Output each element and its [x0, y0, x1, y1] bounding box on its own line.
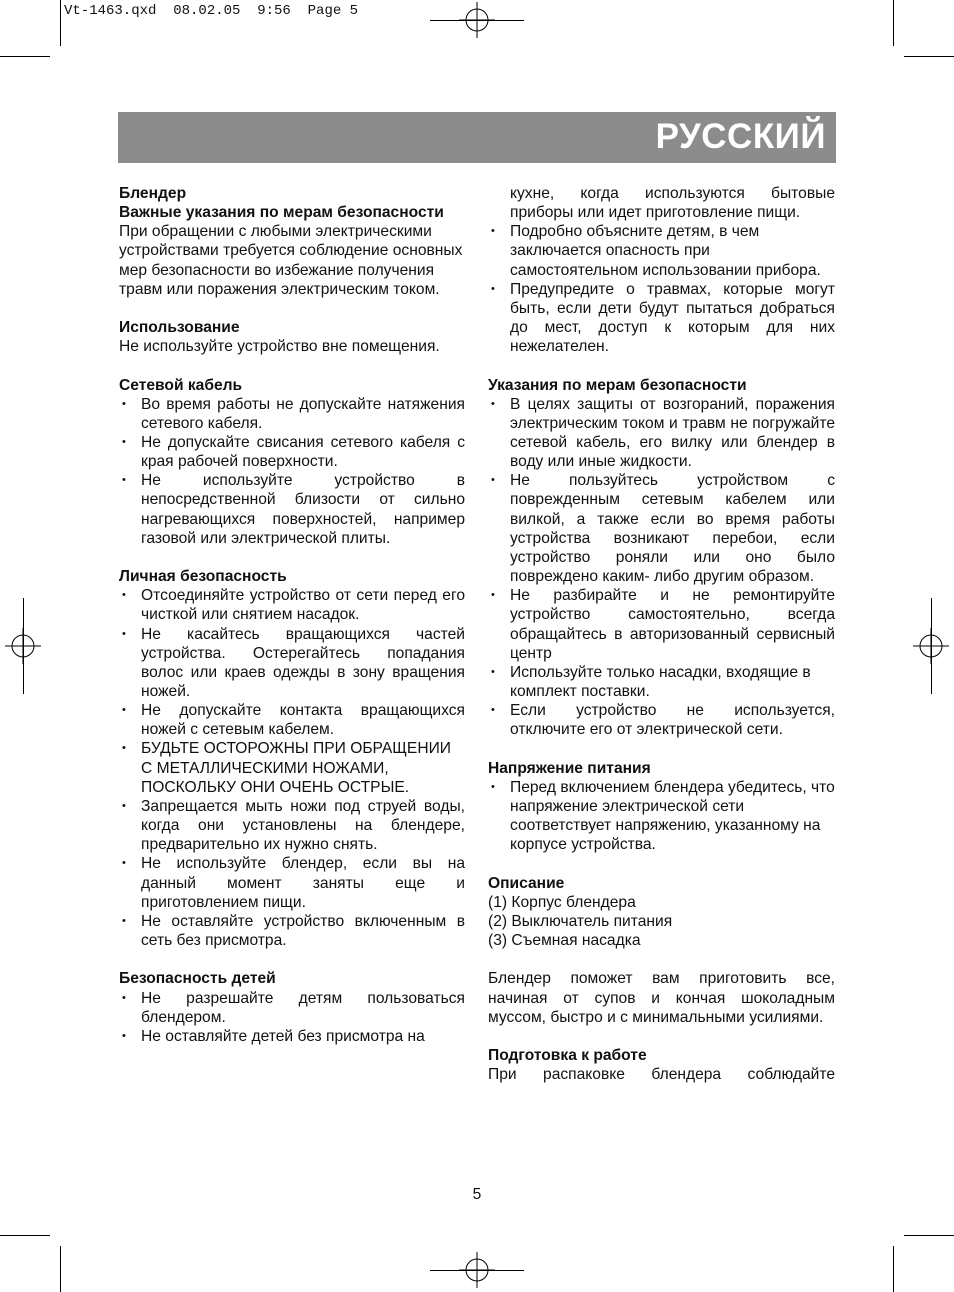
- description-part-2: (2) Выключатель питания: [488, 912, 673, 930]
- section-title-personal: Личная безопасность: [119, 568, 287, 586]
- list-item: • Подробно объясните детям, в чем заключается опасность при самостоятельном использовании прибора.: [488, 222, 835, 279]
- list-item: • Не оставляйте детей без присмотра на: [119, 1027, 465, 1046]
- print-slug: Vt-1463.qxd 08.02.05 9:56 Page 5: [64, 3, 359, 19]
- crop-mark: [0, 1235, 50, 1236]
- crop-mark: [60, 1246, 61, 1292]
- children-safety-list: [119, 989, 465, 1046]
- list-item: • Предупредите о травмах, которые могут быть, если дети будут пытаться добраться до мест, доступ к которым для них нежелателен.: [488, 280, 835, 357]
- section-title-description: Описание: [488, 874, 565, 892]
- list-item: • В целях защиты от возгораний, поражения электрическим током и травм не погружайте сетевой кабель, его вилку или блендер в воду или иные жидкости.: [488, 395, 835, 472]
- voltage-list: [488, 778, 835, 855]
- crop-mark: [893, 1246, 894, 1292]
- list-item: • Отсоединяйте устройство от сети перед его чисткой или снятием насадок.: [119, 586, 465, 624]
- section-title-preparation: Подготовка к работе: [488, 1046, 647, 1064]
- safety-paragraph: При обращении с любыми электрическими устройствами требуется соблюдение основных мер безопасности во избежание получения травм или поражения электрическим током.: [119, 223, 463, 298]
- list-item: • Не допускайте свисания сетевого кабеля с края рабочей поверхности.: [119, 433, 465, 471]
- measures-list: [488, 395, 835, 740]
- list-item: • Не разбирайте и не ремонтируйте устройство самостоятельно, всегда обращайтесь в авторизованный сервисный центр: [488, 586, 835, 663]
- children-safety-list-continued: [488, 222, 835, 356]
- crop-mark: [904, 1235, 954, 1236]
- crop-mark: [23, 598, 24, 694]
- list-item: • Запрещается мыть ножи под струей воды, когда они установлены на блендере, предварительно их нужно снять.: [119, 797, 465, 854]
- section-title-cable: Сетевой кабель: [119, 376, 243, 394]
- section-title-usage: Использование: [119, 319, 240, 337]
- usage-paragraph: Не используйте устройство вне помещения.: [119, 338, 440, 356]
- list-item: • Не используйте устройство в непосредственной близости от сильно нагревающихся поверхностей, например газовой или электрической плиты.: [119, 471, 465, 548]
- description-part-3: (3) Съемная насадка: [488, 932, 641, 950]
- list-item: • Во время работы не допускайте натяжения сетевого кабеля.: [119, 395, 465, 433]
- right-column: [488, 184, 835, 1084]
- left-column: [119, 184, 465, 1046]
- list-item: • Перед включением блендера убедитесь, что напряжение электрической сети соответствует напряжению, указанному на корпусе устройства.: [488, 778, 835, 855]
- preparation-paragraph: При распаковке блендера соблюдайте: [488, 1066, 835, 1084]
- section-title-blender: Блендер: [119, 185, 187, 202]
- children-continued-text: кухне, когда используются бытовые приборы или идет приготовление пищи.: [510, 185, 835, 222]
- crop-mark: [931, 598, 932, 694]
- description-paragraph: Блендер поможет вам приготовить все, начиная от супов и кончая шоколадным муссом, быстро и с минимальными усилиями.: [488, 970, 835, 1026]
- section-title-children: Безопасность детей: [119, 970, 276, 988]
- list-item: • Не пользуйтесь устройством с поврежденным сетевым кабелем или вилкой, а также если во время работы устройства возникают перебои, если устройство роняли или оно было повреждено каким- либо другим образом.: [488, 471, 835, 586]
- crop-mark: [60, 0, 61, 46]
- list-item: • БУДЬТЕ ОСТОРОЖНЫ ПРИ ОБРАЩЕНИИ С МЕТАЛЛИЧЕСКИМИ НОЖАМИ, ПОСКОЛЬКУ ОНИ ОЧЕНЬ ОСТРЫЕ.: [119, 739, 465, 796]
- section-title-safety: Важные указания по мерам безопасности: [119, 204, 444, 222]
- section-title-voltage: Напряжение питания: [488, 759, 651, 777]
- crop-mark: [904, 56, 954, 57]
- list-item: • Используйте только насадки, входящие в комплект поставки.: [488, 663, 835, 701]
- page-number: 5: [472, 1186, 482, 1203]
- crop-mark: [430, 20, 524, 21]
- description-part-1: (1) Корпус блендера: [488, 893, 636, 911]
- crop-mark: [0, 56, 50, 57]
- section-title-measures: Указания по мерам безопасности: [488, 376, 747, 394]
- list-item: • Не разрешайте детям пользоваться блендером.: [119, 989, 465, 1027]
- list-item: • Не оставляйте устройство включенным в сеть без присмотра.: [119, 912, 465, 950]
- list-item: • Не касайтесь вращающихся частей устройства. Остерегайтесь попадания волос или краев одежды в зону вращения ножей.: [119, 625, 465, 702]
- personal-safety-list: [119, 586, 465, 950]
- list-item: • Не допускайте контакта вращающихся ножей с сетевым кабелем.: [119, 701, 465, 739]
- list-item: • Если устройство не используется, отключите его от электрической сети.: [488, 701, 835, 739]
- crop-mark: [430, 1270, 524, 1271]
- list-item: • Не используйте блендер, если вы на данный момент заняты еще и приготовлением пищи.: [119, 854, 465, 911]
- language-banner: [118, 112, 836, 163]
- language-title: РУССКИЙ: [655, 117, 826, 156]
- crop-mark: [893, 0, 894, 46]
- cable-list: [119, 395, 465, 548]
